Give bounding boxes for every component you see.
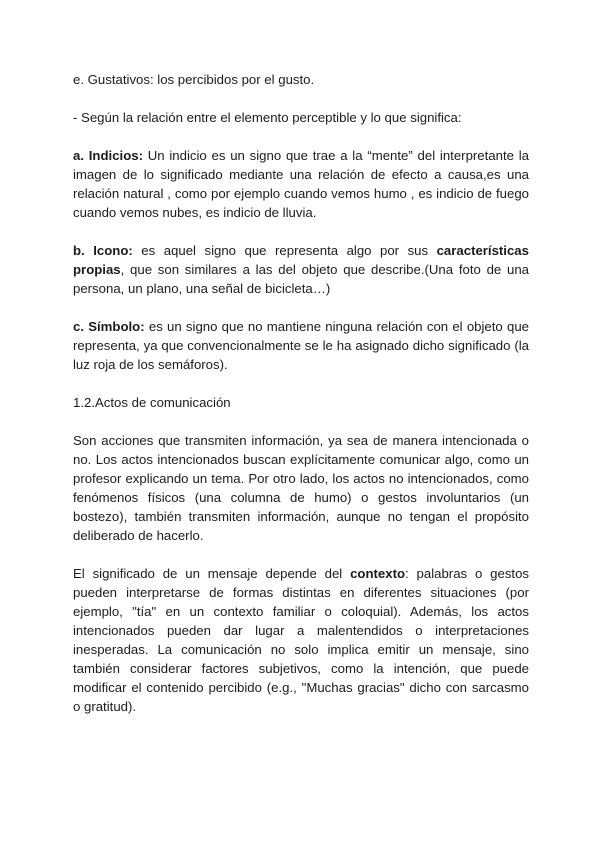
- significado-text-after: : palabras o gestos pueden interpretarse de formas distintas en diferentes situaciones (por ejemplo, "tía" en un contexto familiar o coloquial). Además, los actos intencionados pueden dar lugar a malentendidos o interpretaciones inesperadas. La comunicación no solo implica emitir un mensaje, sino también considerar factores subjetivos, como la intención, que puede modificar el contenido percibido (e.g., "Muchas gracias" dicho con sarcasmo o gratitud).: [73, 566, 530, 714]
- paragraph-indicios: [73, 146, 529, 222]
- significado-text-before: El significado de un mensaje depende del: [73, 566, 351, 581]
- paragraph-segun-relacion: - Según la relación entre el elemento perceptible y lo que significa:: [73, 110, 462, 125]
- paragraph-gustativos: e. Gustativos: los percibidos por el gusto.: [73, 72, 315, 87]
- significado-bold-term: contexto: [350, 566, 406, 581]
- indicios-label: a. Indicios:: [73, 148, 143, 163]
- simbolo-label: c. Símbolo:: [73, 319, 145, 334]
- document-page: [73, 70, 529, 735]
- icono-bold-term: características propias: [73, 243, 529, 277]
- icono-text-before: es aquel signo que representa algo por sus: [132, 243, 437, 258]
- paragraph-simbolo: [73, 317, 529, 374]
- indicios-text: Un indicio es un signo que trae a la “mente” del interpretante la imagen de lo significado mediante una relación de efecto a causa,es una relación natural , como por ejemplo cuando vemos humo , es indicio de fuego cuando vemos nubes, es indicio de lluvia.: [73, 148, 529, 220]
- paragraph-icono: [73, 241, 529, 298]
- paragraph-significado: [73, 564, 529, 716]
- simbolo-text: es un signo que no mantiene ninguna relación con el objeto que representa, ya que convencionalmente se le ha asignado dicho significado (la luz roja de los semáforos).: [73, 319, 529, 372]
- section-heading: 1.2.Actos de comunicación: [73, 395, 231, 410]
- paragraph-acciones: Son acciones que transmiten información, ya sea de manera intencionada o no. Los actos intencionados buscan explícitamente comunicar algo, como un profesor explicando un tema. Por otro lado, los actos no intencionados, como fenómenos físicos (una columna de humo) o gestos involuntarios (un bostezo), también transmiten información, aunque no tengan el propósito deliberado de hacerlo.: [73, 433, 529, 543]
- icono-text-after: , que son similares a las del objeto que describe.(Una foto de una persona, un plano, una señal de bicicleta…): [73, 262, 529, 296]
- icono-label: b. Icono:: [73, 243, 133, 258]
